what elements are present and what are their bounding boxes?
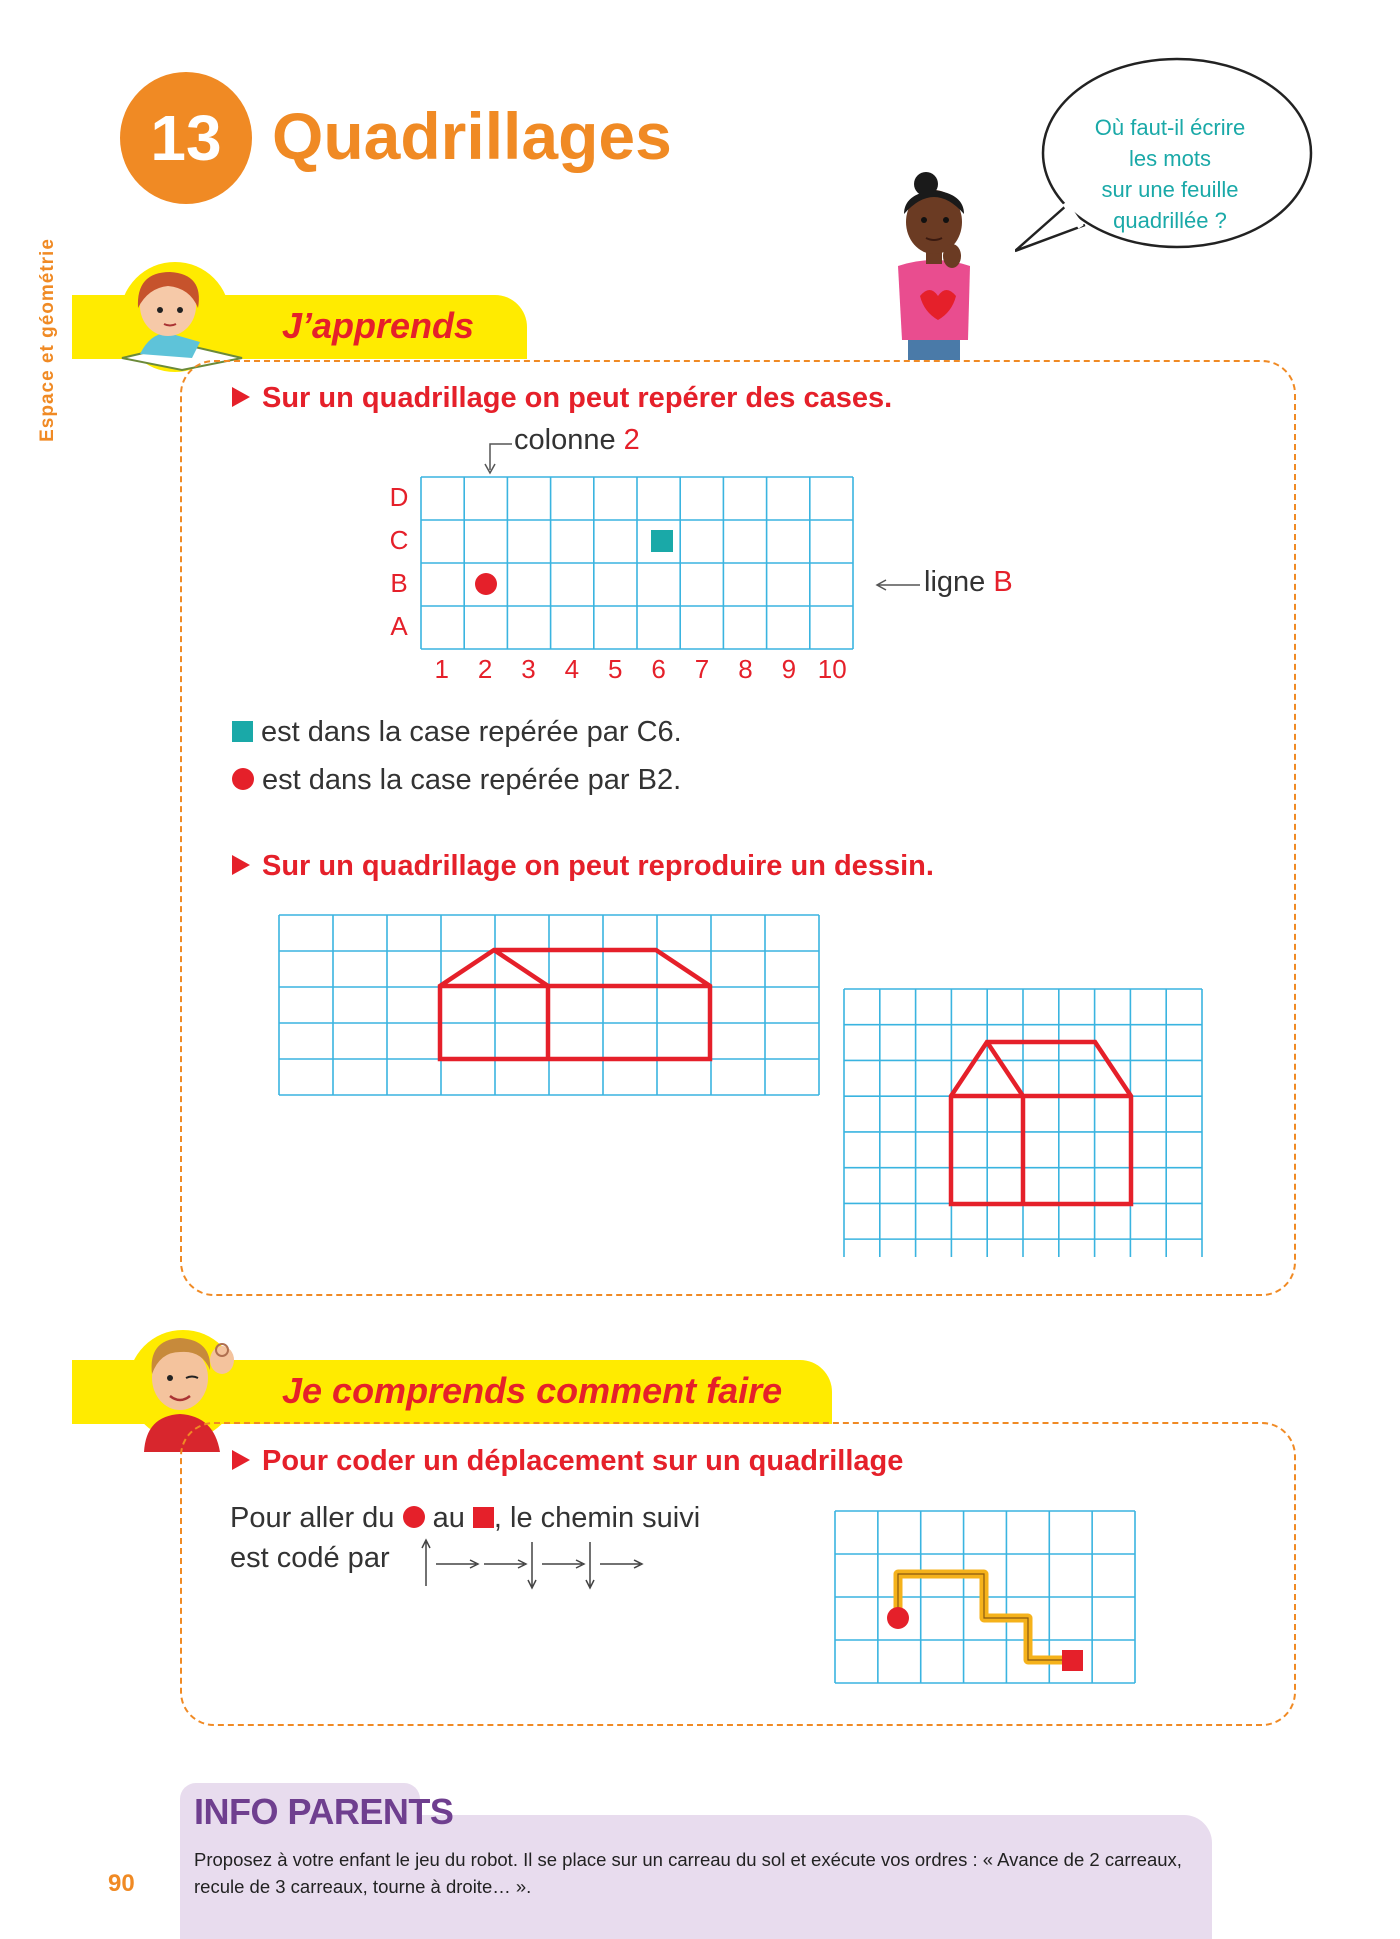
- movement-code-arrows: [418, 1536, 648, 1590]
- row-letter: D: [389, 482, 409, 512]
- house-drawing-copy: [951, 1042, 1131, 1204]
- column-label: [514, 424, 640, 457]
- bubble-line: Où faut-il écrire: [1094, 115, 1246, 140]
- page-number: 90: [108, 1870, 135, 1897]
- bubble-line: les mots: [1129, 146, 1211, 171]
- info-title-a: INFO: [194, 1791, 278, 1832]
- column-number: 7: [694, 654, 710, 684]
- row-letter: A: [390, 611, 408, 641]
- row-label: [924, 566, 1013, 599]
- path-text-b: au: [432, 1502, 465, 1534]
- path-text-c: , le chemin suivi: [493, 1502, 701, 1534]
- column-pointer-arrow-icon: [478, 438, 514, 476]
- column-number: 1: [434, 654, 449, 684]
- bullet-triangle-icon: [232, 855, 250, 875]
- sentence-square-text: est dans la case repérée par C6.: [261, 716, 682, 748]
- row-label-value: B: [993, 566, 1013, 598]
- bullet-triangle-icon: [232, 387, 250, 407]
- info-parents-title: [194, 1791, 453, 1833]
- path-grid: [834, 1510, 1136, 1684]
- info-title-b: PARENTS: [278, 1791, 454, 1832]
- arrow-right-icon: [600, 1560, 642, 1568]
- column-number: 4: [564, 654, 580, 684]
- house-grid-copy: [843, 988, 1203, 1258]
- sentence-dot-text: est dans la case repérée par B2.: [262, 764, 682, 796]
- red-dot-marker: [475, 573, 497, 595]
- bullet-reproduire-text: Sur un quadrillage on peut reproduire un dessin.: [262, 850, 934, 882]
- bullet-coder: [232, 1445, 903, 1478]
- bubble-line: quadrillée ?: [1113, 208, 1227, 233]
- side-label-text: Espace et géométrie: [37, 238, 58, 442]
- column-number: 2: [477, 654, 493, 684]
- sentence-dot: [232, 764, 681, 797]
- info-parents-text: Proposez à votre enfant le jeu du robot. Il se place sur un carreau du sol et exécute vos ordres : « Avance de 2 carreaux, recule de 3 carreaux, tourne à droite… ».: [194, 1849, 1182, 1897]
- arrow-up-icon: [422, 1540, 430, 1586]
- arrow-down-icon: [528, 1542, 536, 1588]
- column-number: 10: [817, 654, 847, 684]
- coordinate-grid: [420, 476, 854, 650]
- robot-path: [898, 1574, 1072, 1660]
- column-label-text: colonne: [514, 424, 616, 456]
- path-text-a: Pour aller du: [230, 1502, 395, 1534]
- bullet-coder-text: Pour coder un déplacement sur un quadrillage: [262, 1445, 904, 1477]
- column-number: 5: [608, 654, 623, 684]
- girl-thinking-illustration: [868, 170, 1008, 360]
- end-red-square: [1062, 1650, 1083, 1671]
- japprends-label: J’apprends: [282, 305, 475, 346]
- arrow-right-icon: [484, 1560, 526, 1568]
- bubble-line: sur une feuille: [1101, 177, 1239, 202]
- red-square-icon: [473, 1507, 494, 1528]
- house-grid-original: [278, 914, 820, 1096]
- row-letter: C: [389, 525, 409, 555]
- bullet-reproduire: [232, 850, 934, 883]
- house-drawing: [440, 950, 710, 1059]
- arrow-right-icon: [436, 1560, 478, 1568]
- start-red-dot: [887, 1607, 909, 1629]
- path-sentence-line1: [230, 1502, 700, 1535]
- row-label-text: ligne: [924, 566, 986, 598]
- column-numbers: [420, 654, 854, 685]
- red-dot-icon: [403, 1506, 425, 1528]
- column-number: 9: [781, 654, 797, 684]
- row-letters: [384, 476, 414, 648]
- je-comprends-label: Je comprends comment faire: [282, 1370, 783, 1411]
- page-title: Quadrillages: [272, 99, 672, 173]
- column-label-value: 2: [623, 424, 640, 456]
- teal-square-marker: [651, 530, 673, 552]
- bullet-reperer-text: Sur un quadrillage on peut repérer des cases.: [262, 382, 893, 414]
- bullet-reperer: [232, 382, 892, 415]
- column-number: 6: [651, 654, 666, 684]
- side-label: [18, 200, 78, 480]
- row-pointer-arrow-icon: [874, 577, 922, 593]
- teal-square-icon: [232, 721, 253, 742]
- column-number: 8: [738, 654, 753, 684]
- lesson-number-badge: 13: [120, 72, 252, 204]
- speech-bubble-text: [1055, 112, 1285, 236]
- arrow-down-icon: [586, 1542, 594, 1588]
- arrow-right-icon: [542, 1560, 584, 1568]
- path-sentence-line2: est codé par: [230, 1542, 390, 1574]
- bullet-triangle-icon: [232, 1450, 250, 1470]
- red-dot-icon: [232, 768, 254, 790]
- sentence-square: [232, 716, 682, 749]
- column-number: 3: [521, 654, 536, 684]
- row-letter: B: [390, 568, 408, 598]
